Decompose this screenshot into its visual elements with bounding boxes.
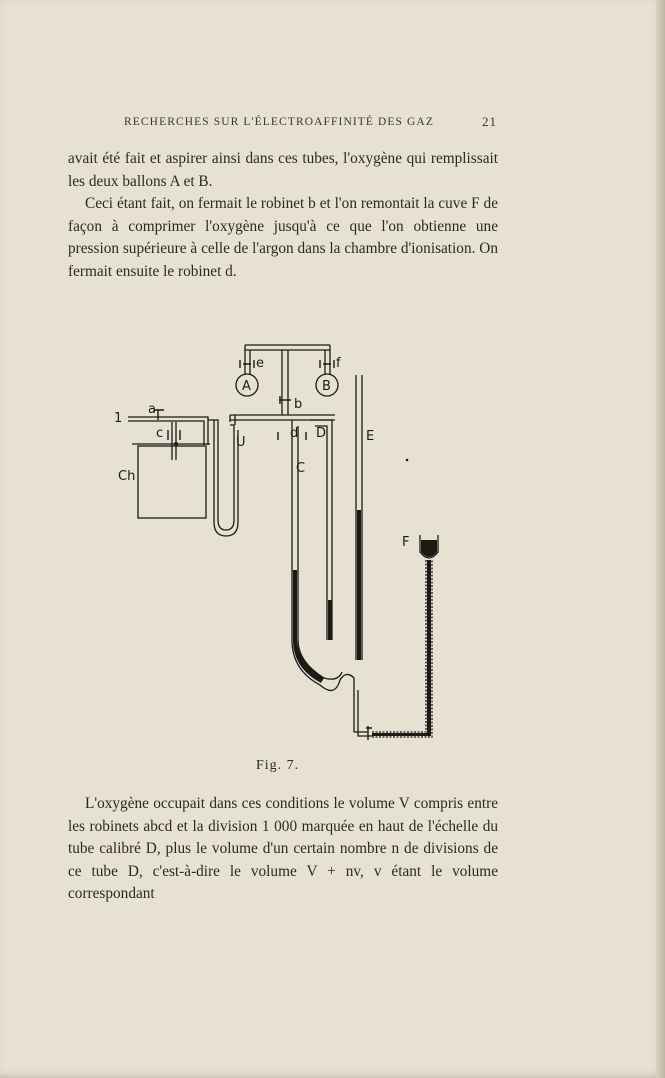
top-manifold — [245, 345, 330, 350]
stopcock-e — [240, 360, 254, 368]
label-e-small: e — [256, 356, 264, 371]
paragraph-1: avait été fait et aspirer ainsi dans ces tubes, l'oxygène qui remplissait les deux ballons A et B. — [68, 150, 498, 190]
label-flask-a: A — [242, 379, 251, 394]
running-title: RECHERCHES SUR L'ÉLECTROAFFINITÉ DES GAZ — [124, 116, 434, 128]
mercury-e — [357, 510, 361, 660]
label-tube-e: E — [366, 429, 375, 444]
page-edge — [656, 0, 665, 1078]
chamber-probe — [172, 422, 176, 460]
stem-b — [282, 350, 288, 415]
label-tube-d: D — [316, 426, 327, 441]
label-inlet: 1 — [114, 411, 123, 426]
label-f-small: f — [336, 356, 341, 371]
figure-caption: Fig. 7. — [256, 758, 300, 773]
label-flask-b: B — [322, 379, 331, 394]
stopcock-c — [168, 430, 180, 440]
u-tube-outer — [208, 420, 234, 530]
main-line — [230, 415, 335, 420]
paragraph-2-text: Ceci étant fait, on fermait le robinet b et l'on remontait la cuve F de façon à comprimer l'oxygène jusqu'à ce que l'on obtienne une pression supérieure à celle de l'argon dans la chambre d'ionisation. On fermait ensuite le robinet d. — [68, 195, 498, 280]
apparatus-figure — [110, 340, 450, 760]
stopcock-bottom — [366, 726, 372, 740]
page-number: 21 — [482, 114, 497, 129]
label-c: c — [156, 426, 164, 441]
label-u: U — [236, 435, 246, 450]
mercury-c — [293, 570, 297, 640]
paragraph-2 — [68, 193, 498, 283]
label-a: a — [148, 402, 156, 417]
paragraph-3 — [68, 793, 498, 906]
label-reservoir-f: F — [402, 535, 410, 550]
mercury-d — [328, 600, 332, 640]
paragraph-3-text: L'oxygène occupait dans ces conditions le volume V compris entre les robinets abcd et la division 1 000 marquée en haut de l'échelle du tube calibré D, plus le volume d'un certain nombre n de divisions de ce tube D, c'est-à-dire le volume V + nv, v étant le volume correspondant — [68, 795, 498, 903]
stopcock-b — [279, 396, 291, 404]
label-ch: Ch — [118, 469, 136, 484]
bottom-bend — [320, 672, 368, 732]
apparatus-diagram — [110, 340, 450, 760]
label-tube-c: C — [296, 461, 306, 476]
stopcock-f — [320, 360, 334, 368]
rubber-tube — [372, 560, 432, 737]
label-b: b — [294, 397, 303, 412]
label-d-small: d — [290, 426, 299, 441]
